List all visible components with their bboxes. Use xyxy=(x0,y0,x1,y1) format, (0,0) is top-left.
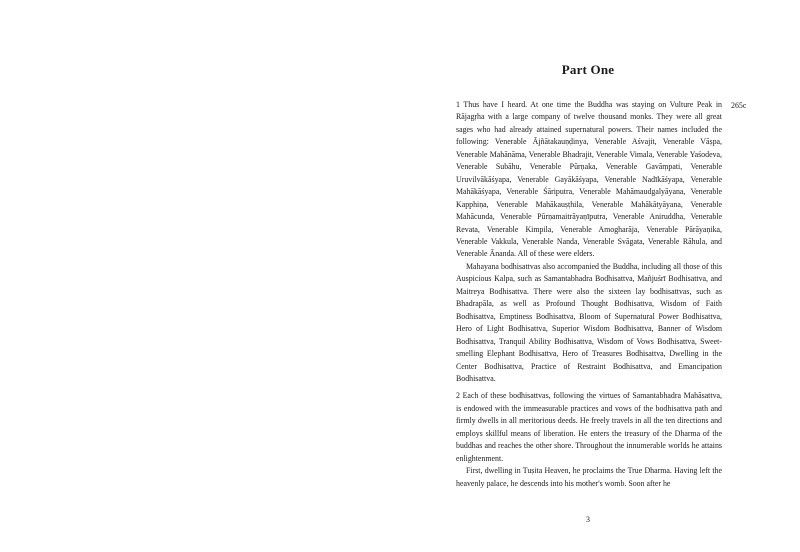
body-text xyxy=(456,99,722,490)
margin-reference: 265c xyxy=(731,101,747,110)
paragraph-2: Mahayana bodhisattvas also accompanied the Buddha, including all those of this Auspicious Kalpa, such as Samantabhadra Bodhisattva, Mañjuśrī Bodhisattva, and Maitreya Bodhisattva. There were also the sixteen lay bodhisattvas, such as Bhadrapāla, as well as Profound Thought Bodhisattva, Wisdom of Faith Bodhisattva, Emptiness Bodhisattva, Bloom of Supernatural Power Bodhisattva, Hero of Light Bodhisattva, Superior Wisdom Bodhisattva, Banner of Wisdom Bodhisattva, Tranquil Ability Bodhisattva, Wisdom of Vows Bodhisattva, Sweet-smelling Elephant Bodhisattva, Hero of Treasures Bodhisattva, Dwelling in the Center Bodhisattva, Practice of Restraint Bodhisattva, and Emancipation Bodhisattva. xyxy=(456,261,722,383)
paragraph-4: First, dwelling in Tuṣita Heaven, he proclaims the True Dharma. Having left the heavenly palace, he descends into his mother's womb. Soon after he xyxy=(456,466,722,488)
page-number: 3 xyxy=(586,515,590,524)
paragraph-1: 1 Thus have I heard. At one time the Buddha was staying on Vulture Peak in Rājagṛha with a large company of twelve thousand monks. They were all great sages who had already attained supernatural powers. Their names included the following: Venerable Ājñātakauṇḍinya, Venerable Aśvajit, Venerable Vāṣpa, Venerable Mahānāma, Venerable Bhadrajit, Venerable Vimala, Venerable Yaśodeva, Venerable Subāhu, Venerable Pūrṇaka, Venerable Gavāṃpati, Venerable Uruvilvākāśyapa, Venerable Gayākāśyapa, Venerable Nadīkāśyapa, Venerable Mahākāśyapa, Venerable Śāriputra, Venerable Mahāmaudgalyāyana, Venerable Kapphiṇa, Venerable Mahākauṣṭhila, Venerable Mahākātyāyana, Venerable Mahācunda, Venerable Pūrṇamaitrāyaṇīputra, Venerable Aniruddha, Venerable Revata, Venerable Kimpila, Venerable Amogharāja, Venerable Pārāyaṇika, Venerable Vakkula, Venerable Nanda, Venerable Svāgata, Venerable Rāhula, and Venerable Ānanda. All of these were elders. xyxy=(456,100,722,259)
part-heading: Part One xyxy=(561,62,615,77)
paragraph-3: 2 Each of these bodhisattvas, following the virtues of Samantabhadra Mahāsattva, is endowed with the immeasurable practices and vows of the bodhisattva path and firmly dwells in all meritorious deeds. He freely travels in all the ten directions and employs skillful means of liberation. He enters the treasury of the Dharma of the buddhas and reaches the other shore. Throughout the innumerable worlds he attains enlightenment. xyxy=(456,391,722,463)
